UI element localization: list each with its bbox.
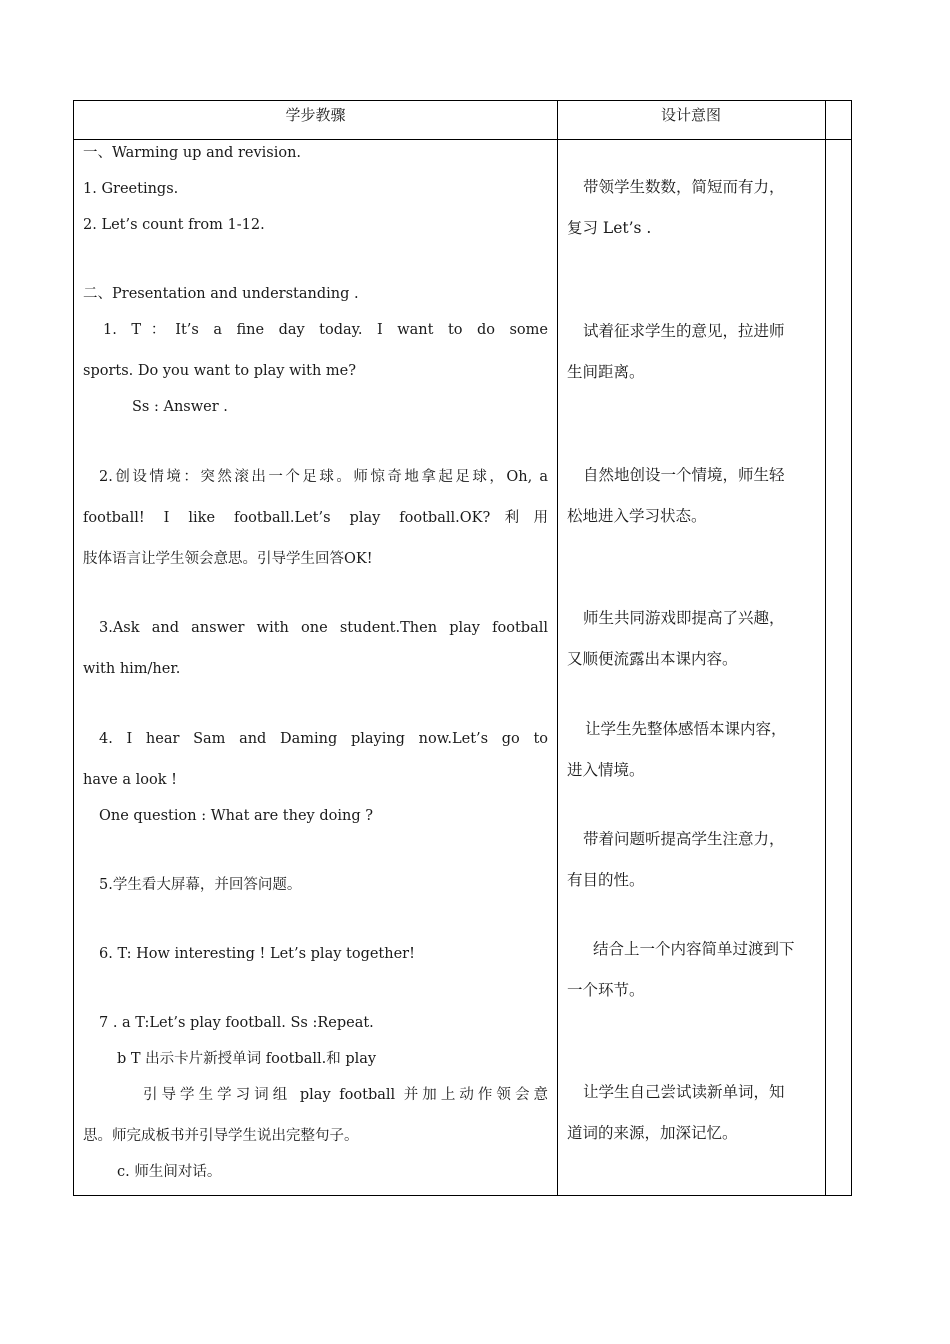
step-3-line-1: 3.Ask and answer with one student.Then play football	[99, 620, 548, 636]
step-4-line-3: One question : What are they doing ?	[99, 808, 373, 824]
section-1-title: 一、Warming up and revision.	[83, 145, 302, 161]
intent-3-line-2: 松地进入学习状态。	[567, 507, 707, 525]
intent-5-line-1: 让学生先整体感悟本课内容，	[585, 720, 787, 738]
intent-1-line-2: 复习 Let’s .	[567, 219, 652, 237]
step-4-line-1: 4. I hear Sam and Daming playing now.Let’s go to	[99, 731, 548, 747]
intent-7-line-2: 一个环节。	[567, 981, 645, 999]
intent-7-line-1: 结合上一个内容简单过渡到下	[593, 940, 795, 958]
lesson-plan-table	[73, 100, 852, 1196]
header-steps: 学步教骤	[285, 106, 346, 124]
section-1-item-1: 1. Greetings.	[83, 181, 179, 197]
intent-4-line-2: 又顺便流露出本课内容。	[567, 650, 738, 668]
intent-6-line-1: 带着问题听提高学生注意力，	[583, 830, 785, 848]
step-5-line-1: 5.学生看大屏幕，并回答问题。	[99, 877, 302, 893]
intent-6-line-2: 有目的性。	[567, 871, 645, 889]
step-2-line-3: 肢体语言让学生领会意思。引导学生回答OK!	[83, 551, 373, 567]
intent-5-line-2: 进入情境。	[567, 761, 645, 779]
step-2-line-2: football! I like football.Let’s play football.OK?利用	[83, 510, 548, 526]
step-7-line-3: 引导学生学习词组 play football 并加上动作领会意	[143, 1087, 548, 1103]
intent-2-line-1: 试着征求学生的意见，拉进师	[583, 322, 785, 340]
intent-4-line-1: 师生共同游戏即提高了兴趣，	[583, 609, 785, 627]
intent-8-line-1: 让学生自己尝试读新单词，知	[583, 1083, 785, 1101]
section-1-item-2: 2. Let’s count from 1-12.	[83, 217, 265, 233]
section-2-title: 二、Presentation and understanding .	[83, 286, 359, 302]
column-divider-1	[557, 101, 558, 1195]
step-7-line-1: 7 . a T:Let’s play football. Ss :Repeat.	[99, 1015, 374, 1031]
step-7-line-5: c. 师生间对话。	[117, 1164, 222, 1180]
step-4-line-2: have a look !	[83, 772, 177, 788]
step-6-line-1: 6. T: How interesting ! Let’s play together!	[99, 946, 415, 962]
step-1-line-3: Ss : Answer .	[132, 399, 228, 415]
intent-3-line-1: 自然地创设一个情境，师生轻	[583, 466, 785, 484]
step-1-line-2: sports. Do you want to play with me?	[83, 363, 356, 379]
step-2-line-1: 2.创设情境：突然滚出一个足球。师惊奇地拿起足球，Oh, a	[99, 469, 548, 485]
step-7-line-2: b T 出示卡片新授单词 football.和 play	[117, 1051, 377, 1067]
header-divider	[74, 139, 851, 140]
step-3-line-2: with him/her.	[83, 661, 181, 677]
step-1-line-1: 1. T：It’s a fine day today. I want to do some	[103, 322, 548, 338]
intent-8-line-2: 道词的来源，加深记忆。	[567, 1124, 738, 1142]
intent-1-line-1: 带领学生数数，简短而有力，	[583, 178, 785, 196]
header-intent: 设计意图	[660, 106, 721, 124]
step-7-line-4: 思。师完成板书并引导学生说出完整句子。	[83, 1128, 359, 1144]
intent-2-line-2: 生间距离。	[567, 363, 645, 381]
column-divider-2	[825, 101, 826, 1195]
